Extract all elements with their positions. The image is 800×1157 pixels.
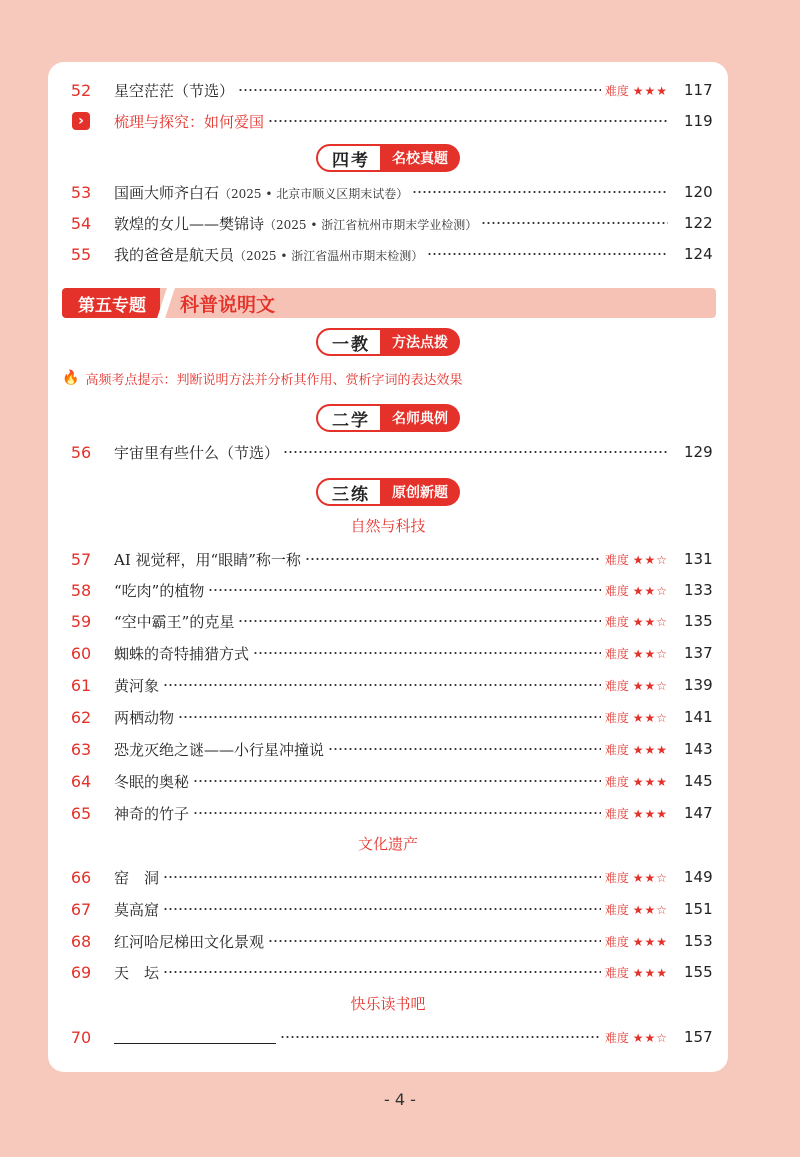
entry-page: 157 (684, 1028, 713, 1046)
leader-dots (283, 451, 668, 453)
leader-dots (481, 222, 668, 224)
entry-source: （2025 • 北京市顺义区期末试卷） (219, 186, 409, 201)
difficulty-stars: ★★☆ (632, 678, 668, 693)
toc-entry-59[interactable] (48, 607, 728, 635)
badge-lian: 三练 原创新题 (316, 478, 460, 506)
entry-page: 131 (684, 550, 713, 568)
leader-dots (305, 558, 601, 560)
badge-kao: 四考 名校真题 (316, 144, 460, 172)
toc-entry-68[interactable] (48, 927, 728, 955)
toc-entry-52[interactable] (48, 76, 728, 104)
toc-entry-60[interactable] (48, 639, 728, 667)
entry-number: 55 (70, 244, 92, 264)
entry-page: 149 (684, 868, 713, 886)
badge-xue: 二学 名师典例 (316, 404, 460, 432)
difficulty-stars: ★★☆ (632, 870, 668, 885)
toc-entry-69[interactable] (48, 958, 728, 986)
difficulty: 难度 ★★★ (604, 742, 668, 757)
entry-page: 147 (684, 804, 713, 822)
difficulty-stars: ★★☆ (632, 583, 668, 598)
entry-page: 141 (684, 708, 713, 726)
entry-page: 143 (684, 740, 713, 758)
difficulty: 难度 ★★★ (604, 965, 668, 980)
entry-page: 117 (684, 81, 713, 99)
entry-number: 69 (70, 962, 92, 982)
entry-source: （2025 • 浙江省温州市期末检测） (234, 248, 424, 263)
section-header (62, 288, 716, 318)
difficulty: 难度 ★★☆ (604, 710, 668, 725)
entry-title: “吃肉”的植物 (114, 581, 205, 600)
leader-dots (238, 89, 601, 91)
leader-dots (163, 971, 601, 973)
page-number: - 4 - (384, 1090, 416, 1109)
toc-entry-55[interactable] (48, 240, 728, 268)
entry-number: 59 (70, 611, 92, 631)
difficulty-stars: ★★☆ (632, 902, 668, 917)
toc-entry-53[interactable] (48, 178, 728, 206)
toc-entry-70[interactable] (48, 1023, 728, 1051)
entry-page: 124 (684, 245, 713, 263)
toc-entry-62[interactable] (48, 703, 728, 731)
difficulty: 难度 ★★★ (604, 934, 668, 949)
entry-number: 54 (70, 213, 92, 233)
leader-dots (163, 908, 601, 910)
leader-dots (253, 652, 601, 654)
entry-page: 139 (684, 676, 713, 694)
entry-title: 莫高窟 (114, 900, 160, 919)
difficulty-stars: ★★☆ (632, 614, 668, 629)
difficulty: 难度 ★★☆ (604, 646, 668, 661)
difficulty: 难度 ★★★ (604, 806, 668, 821)
entry-number: 65 (70, 803, 92, 823)
entry-title: 窑 洞 (114, 868, 160, 887)
entry-title: “空中霸王”的克星 (114, 612, 235, 631)
toc-entry-56[interactable] (48, 438, 728, 466)
chevron-right-icon: › (72, 112, 90, 130)
difficulty: 难度 ★★☆ (604, 902, 668, 917)
entry-number: 57 (70, 549, 92, 569)
difficulty: 难度 ★★☆ (604, 678, 668, 693)
difficulty: 难度 ★★☆ (604, 870, 668, 885)
badge-jiao: 一教 方法点拨 (316, 328, 460, 356)
difficulty: 难度 ★★☆ (604, 583, 668, 598)
entry-number: 53 (70, 182, 92, 202)
entry-number: 70 (70, 1027, 92, 1047)
difficulty: 难度 ★★☆ (604, 614, 668, 629)
entry-title: 蜘蛛的奇特捕猎方式 (114, 644, 250, 663)
difficulty-stars: ★★☆ (632, 1030, 668, 1045)
entry-title: 红河哈尼梯田文化景观 (114, 932, 265, 951)
difficulty-stars: ★★★ (632, 806, 668, 821)
entry-page: 120 (684, 183, 713, 201)
flame-icon: 🔥 (62, 370, 80, 386)
entry-title: 神奇的竹子 (114, 804, 190, 823)
entry-title: 国画大师齐白石（2025 • 北京市顺义区期末试卷） (114, 183, 409, 202)
difficulty: 难度 ★★★ (604, 83, 668, 98)
entry-number: 63 (70, 739, 92, 759)
high-frequency-tip (62, 366, 462, 390)
toc-entry-58[interactable] (48, 576, 728, 604)
leader-dots (268, 120, 668, 122)
difficulty-stars: ★★☆ (632, 646, 668, 661)
entry-number: 52 (70, 80, 92, 100)
entry-number: 62 (70, 707, 92, 727)
toc-entry-61[interactable] (48, 671, 728, 699)
difficulty-stars: ★★★ (632, 774, 668, 789)
entry-title: 天 坛 (114, 963, 160, 982)
entry-title: 敦煌的女儿——樊锦诗（2025 • 浙江省杭州市期末学业检测） (114, 214, 478, 233)
entry-title: AI 视觉秤，用“眼睛”称一称 (114, 550, 301, 569)
difficulty: 难度 ★★☆ (604, 552, 668, 567)
entry-title-blank (114, 1027, 276, 1048)
leader-dots (193, 812, 601, 814)
entry-page: 133 (684, 581, 713, 599)
leader-dots (238, 620, 601, 622)
section-name: 科普说明文 (180, 293, 276, 316)
entry-number: 68 (70, 931, 92, 951)
section-label: 第五专题 (62, 288, 160, 318)
toc-entry-66[interactable] (48, 863, 728, 891)
entry-title: 两栖动物 (114, 708, 175, 727)
leader-dots (412, 191, 668, 193)
category-culture: 文化遗产 (357, 835, 418, 853)
toc-entry-67[interactable] (48, 895, 728, 923)
difficulty-stars: ★★☆ (632, 710, 668, 725)
toc-entry-64[interactable] (48, 767, 728, 795)
toc-entry-review[interactable] (48, 107, 728, 135)
difficulty-stars: ★★★ (632, 965, 668, 980)
entry-title: 我的爸爸是航天员（2025 • 浙江省温州市期末检测） (114, 245, 424, 264)
entry-title: 冬眠的奥秘 (114, 772, 190, 791)
entry-page: 137 (684, 644, 713, 662)
toc-page (48, 62, 728, 1072)
entry-page: 119 (684, 112, 713, 130)
entry-title: 黄河象 (114, 676, 160, 695)
toc-entry-57[interactable] (48, 545, 728, 573)
leader-dots (427, 253, 668, 255)
leader-dots (178, 716, 601, 718)
entry-source: （2025 • 浙江省杭州市期末学业检测） (264, 217, 478, 232)
entry-number: 60 (70, 643, 92, 663)
difficulty: 难度 ★★★ (604, 774, 668, 789)
leader-dots (280, 1036, 601, 1038)
entry-page: 155 (684, 963, 713, 981)
entry-number: 56 (70, 442, 92, 462)
leader-dots (268, 940, 601, 942)
entry-page: 135 (684, 612, 713, 630)
entry-page: 129 (684, 443, 713, 461)
entry-number: 58 (70, 580, 92, 600)
entry-page: 153 (684, 932, 713, 950)
category-nature: 自然与科技 (350, 517, 426, 535)
toc-entry-65[interactable] (48, 799, 728, 827)
leader-dots (328, 748, 601, 750)
tip-label: 高频考点提示： (85, 372, 177, 388)
entry-page: 122 (684, 214, 713, 232)
entry-title: 恐龙灭绝之谜——小行星冲撞说 (114, 740, 325, 759)
entry-page: 145 (684, 772, 713, 790)
leader-dots (193, 780, 601, 782)
entry-title: 梳理与探究：如何爱国 (114, 112, 265, 131)
difficulty-stars: ★★☆ (632, 552, 668, 567)
entry-number: 64 (70, 771, 92, 791)
difficulty-stars: ★★★ (632, 934, 668, 949)
entry-title: 宇宙里有些什么（节选） (114, 443, 280, 462)
tip-text: 判断说明方法并分析其作用、赏析字词的表达效果 (176, 372, 463, 388)
leader-dots (163, 684, 601, 686)
toc-entry-63[interactable] (48, 735, 728, 763)
entry-number: 61 (70, 675, 92, 695)
toc-entry-54[interactable] (48, 209, 728, 237)
difficulty-stars: ★★★ (632, 742, 668, 757)
difficulty: 难度 ★★☆ (604, 1030, 668, 1045)
entry-number: 66 (70, 867, 92, 887)
category-reading: 快乐读书吧 (350, 995, 426, 1013)
difficulty-stars: ★★★ (632, 83, 668, 98)
leader-dots (163, 876, 601, 878)
leader-dots (208, 589, 601, 591)
entry-number: 67 (70, 899, 92, 919)
entry-page: 151 (684, 900, 713, 918)
entry-title: 星空茫茫（节选） (114, 81, 235, 100)
